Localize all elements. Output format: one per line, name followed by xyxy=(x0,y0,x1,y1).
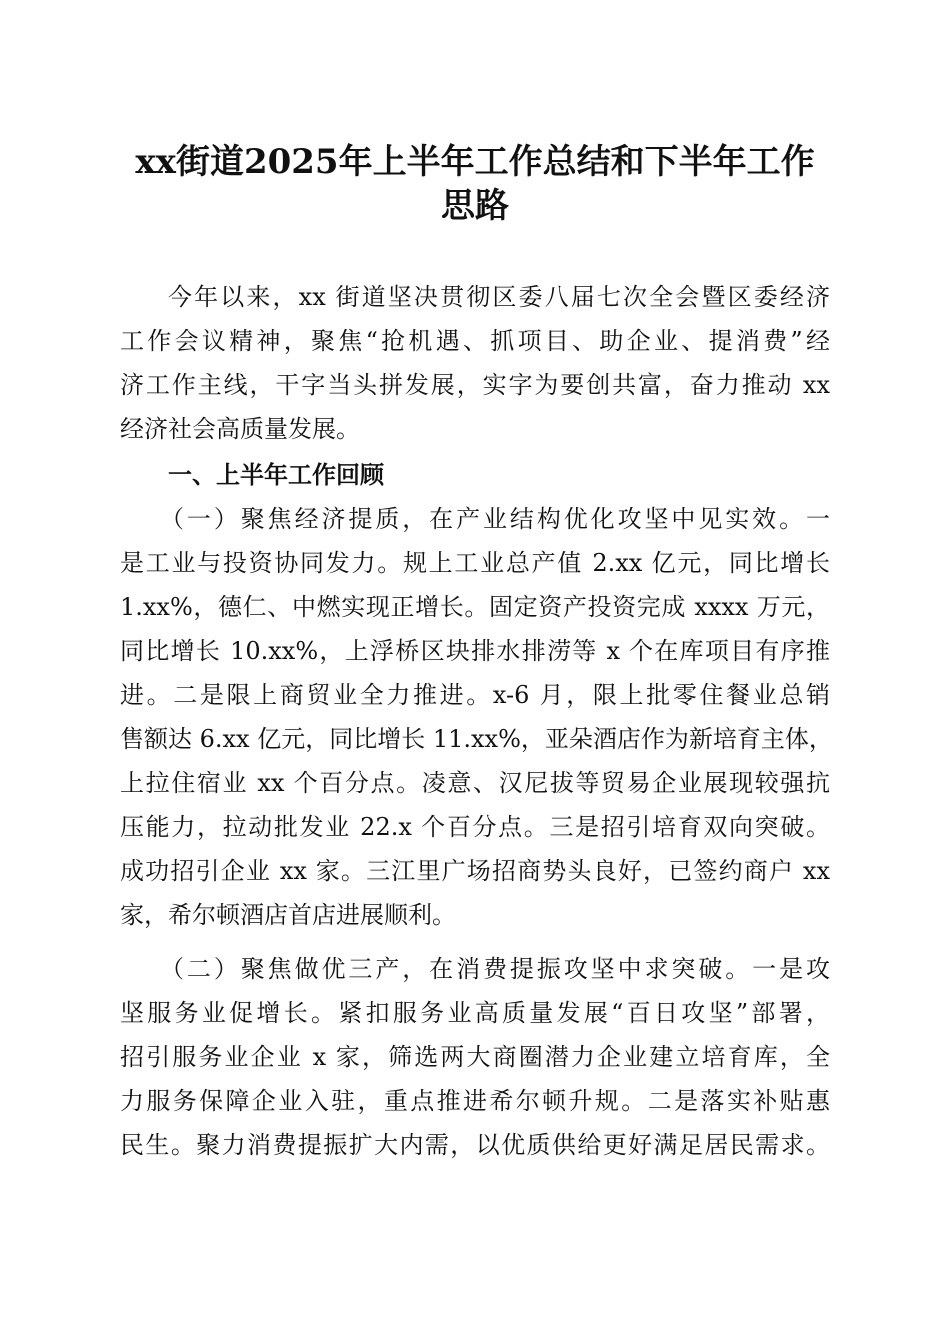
intro-line: 工作会议精神，聚焦“抢机遇、抓项目、助企业、提消费”经 xyxy=(120,327,830,355)
part1-line: 家，希尔顿酒店首店进展顺利。 xyxy=(120,901,456,929)
part1-line: 成功招引企业 xx 家。三江里广场招商势头良好，已签约商户 xx xyxy=(120,857,830,885)
part2-line: （二）聚焦做优三产，在消费提振攻坚中求突破。一是攻 xyxy=(160,955,830,983)
part1-line: 售额达 6.xx 亿元，同比增长 11.xx%，亚朵酒店作为新培育主体， xyxy=(120,725,833,753)
part1-line: 是工业与投资协同发力。规上工业总产值 2.xx 亿元，同比增长 xyxy=(120,549,830,577)
part2-line: 力服务保障企业入驻，重点推进希尔顿升规。二是落实补贴惠 xyxy=(120,1087,830,1115)
intro-line: 济工作主线，干字当头拼发展，实字为要创共富，奋力推动 xx xyxy=(120,371,830,399)
part2-line: 民生。聚力消费提振扩大内需，以优质供给更好满足居民需求。 xyxy=(120,1131,830,1159)
document-title-line-1: xx街道2025年上半年工作总结和下半年工作 xyxy=(135,142,815,182)
part2-line: 坚服务业促增长。紧扣服务业高质量发展“百日攻坚”部署， xyxy=(120,999,830,1027)
part1-line: 进。二是限上商贸业全力推进。x-6 月，限上批零住餐业总销 xyxy=(120,681,830,709)
section-heading: 一、上半年工作回顾 xyxy=(168,461,384,489)
part1-line: （一）聚焦经济提质，在产业结构优化攻坚中见实效。一 xyxy=(160,505,830,533)
part1-line: 1.xx%，德仁、中燃实现正增长。固定资产投资完成 xxxx 万元， xyxy=(120,593,830,621)
part1-line: 上拉住宿业 xx 个百分点。凌意、汉尼拔等贸易企业展现较强抗 xyxy=(120,769,830,797)
document-title-line-2: 思路 xyxy=(441,186,509,226)
part1-line: 压能力，拉动批发业 22.x 个百分点。三是招引培育双向突破。 xyxy=(120,813,830,841)
intro-line: 经济社会高质量发展。 xyxy=(120,415,360,443)
part2-line: 招引服务业企业 x 家，筛选两大商圈潜力企业建立培育库，全 xyxy=(120,1043,830,1071)
part1-line: 同比增长 10.xx%，上浮桥区块排水排涝等 x 个在库项目有序推 xyxy=(120,637,830,665)
intro-line: 今年以来，xx 街道坚决贯彻区委八届七次全会暨区委经济 xyxy=(168,283,830,311)
